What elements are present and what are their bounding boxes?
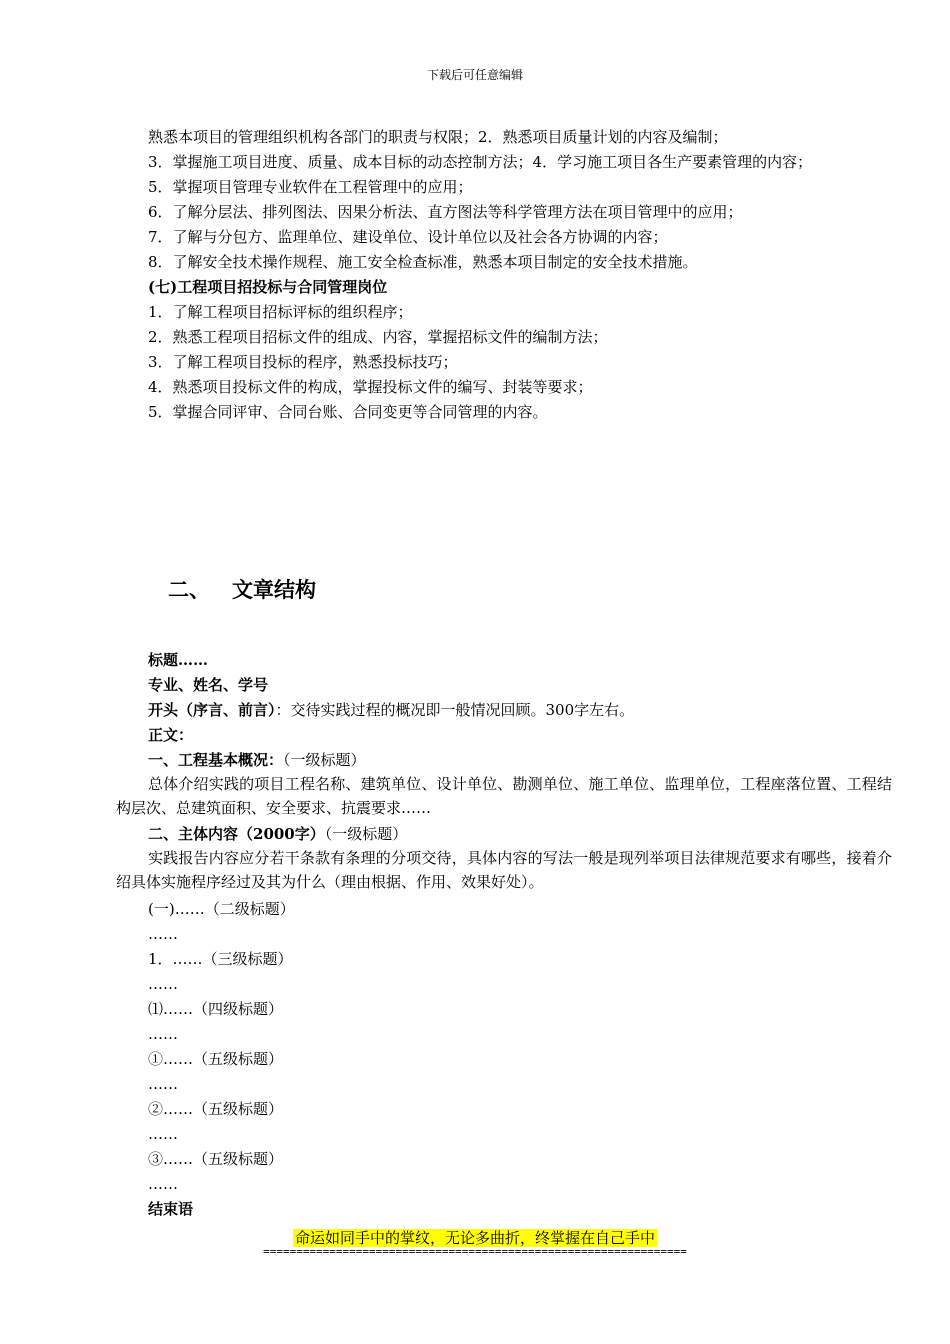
- level-heading: [148, 949, 293, 969]
- motto-highlight: 命运如同手中的掌纹，无论多曲折，终掌握在自己手中: [294, 1229, 655, 1247]
- section-title: 文章结构: [232, 577, 316, 602]
- part2-note: （一级标题）: [324, 825, 408, 843]
- subsection-heading: (七)工程项目招投标与合同管理岗位: [148, 278, 388, 296]
- text-line: 3．掌握施工项目进度、质量、成本目标的动态控制方法；4．学习施工项目各生产要素管理的内容；: [148, 153, 813, 171]
- opening-line: [148, 700, 634, 720]
- level-note: （五级标题）: [193, 1100, 284, 1118]
- level-heading: [148, 999, 283, 1019]
- level-marker: ⑴……: [148, 1000, 194, 1018]
- footer-separator: ================================================================: [263, 1245, 687, 1258]
- text-line: 5．掌握项目管理专业软件在工程管理中的应用；: [148, 178, 473, 196]
- text-line: 1．了解工程项目招标评标的组织程序；: [148, 303, 413, 321]
- level-heading: [148, 1149, 283, 1169]
- conclusion-label: 结束语: [148, 1200, 194, 1218]
- page-header: 下载后可任意编辑: [426, 68, 523, 82]
- level-marker: 1．……: [148, 950, 203, 968]
- level-note: （五级标题）: [193, 1150, 284, 1168]
- ellipsis-line: ……: [148, 1025, 178, 1043]
- text-line: 熟悉本项目的管理组织机构各部门的职责与权限；2．熟悉项目质量计划的内容及编制；: [148, 128, 728, 146]
- level-note: （四级标题）: [193, 1000, 284, 1018]
- part1-heading: [148, 750, 366, 770]
- text-line: 6．了解分层法、排列图法、因果分析法、直方图法等科学管理方法在项目管理中的应用；: [148, 203, 743, 221]
- ellipsis-line: ……: [148, 1125, 178, 1143]
- text-line: 7．了解与分包方、监理单位、建设单位、设计单位以及社会各方协调的内容；: [148, 228, 668, 246]
- part2-paragraph: 实践报告内容应分若干条款有条理的分项交待，具体内容的写法一般是现列举项目法律规范要求有哪些，接着介绍具体实施程序经过及其为什么（理由根据、作用、效果好处）。: [116, 849, 892, 891]
- level-marker: ①……: [148, 1050, 194, 1068]
- part2-heading: [148, 824, 407, 844]
- level-note: （五级标题）: [193, 1050, 284, 1068]
- level-note: （三级标题）: [202, 950, 293, 968]
- ellipsis-line: ……: [148, 1175, 178, 1193]
- opening-text: ：交待实践过程的概况即一般情况回顾。300字左右。: [275, 701, 635, 719]
- level-heading: [148, 899, 295, 919]
- level-heading: [148, 1099, 283, 1119]
- ellipsis-line: ……: [148, 925, 178, 943]
- section-heading: [168, 574, 316, 604]
- part2-label: 二、主体内容（2000字）: [148, 825, 325, 843]
- text-line: 8．了解安全技术操作规程、施工安全检查标准，熟悉本项目制定的安全技术措施。: [148, 253, 698, 271]
- level-note: （二级标题）: [204, 900, 295, 918]
- part1-paragraph: 总体介绍实践的项目工程名称、建筑单位、设计单位、勘测单位、施工单位、监理单位，工程座落位置、工程结构层次、总建筑面积、安全要求、抗震要求……: [116, 775, 892, 817]
- level-marker: ②……: [148, 1100, 194, 1118]
- ellipsis-line: ……: [148, 1075, 178, 1093]
- text-line: 3．了解工程项目投标的程序，熟悉投标技巧；: [148, 353, 458, 371]
- body-label: 正文：: [148, 726, 194, 744]
- major-line: 专业、姓名、学号: [148, 676, 269, 694]
- part1-label: 一、工程基本概况：: [148, 751, 284, 769]
- level-marker: (一)……: [148, 900, 205, 918]
- section-number: 二、: [168, 577, 210, 602]
- level-marker: ③……: [148, 1150, 194, 1168]
- text-line: 2．熟悉工程项目招标文件的组成、内容，掌握招标文件的编制方法；: [148, 328, 608, 346]
- title-line: 标题……: [148, 651, 209, 669]
- text-line: 5．掌握合同评审、合同台账、合同变更等合同管理的内容。: [148, 403, 548, 421]
- text-line: 4．熟悉项目投标文件的构成，掌握投标文件的编写、封装等要求；: [148, 378, 593, 396]
- level-heading: [148, 1049, 283, 1069]
- part1-note: （一级标题）: [283, 751, 366, 769]
- opening-label: 开头（序言、前言）: [148, 701, 276, 719]
- ellipsis-line: ……: [148, 975, 178, 993]
